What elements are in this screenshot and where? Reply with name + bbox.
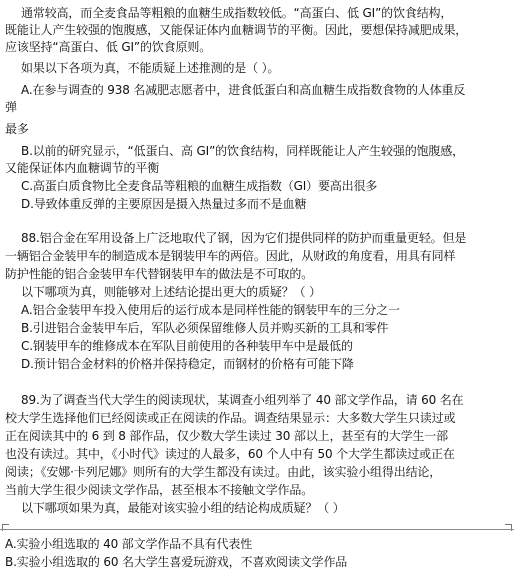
text-line: 也没有读过。其中，《小时代》读过的人最多，60 个人中有 50 个大学生都读过或正在	[5, 447, 455, 461]
page-break-divider	[0, 529, 514, 530]
text-line: 通常较高，而全麦食品等粗粮的血糖生成指数较低。“高蛋白、低 GI”的饮食结构，	[21, 6, 453, 20]
option-a: A.在参与调查的 938 名减肥志愿者中，进食低蛋白和高血糖生成指数食物的人体重反	[21, 83, 466, 97]
text-line: 防护性能的铝合金装甲车代替钢装甲车的做法是不可取的。	[5, 267, 314, 281]
option-d: D.预计铝合金材料的价格并保持稳定，而钢材的价格有可能下降	[21, 357, 354, 371]
option-a: A.铝合金装甲车投入使用后的运行成本是同样性能的钢装甲车的三分之一	[21, 303, 400, 317]
text-line: 应该坚持“高蛋白、低 GI”的饮食原则。	[5, 40, 212, 54]
text-line: 校大学生选择他们已经阅读或正在阅读的作品。调查结果显示：大多数大学生只读过或	[5, 411, 456, 425]
question-prompt: 以下哪项为真，则能够对上述结论提出更大的质疑？（ ）	[21, 285, 321, 299]
text-line: 一辆铝合金装甲车的制造成本是钢装甲车的两倍。因此，从财政的角度看，用具有同样	[5, 249, 456, 263]
option-c: C.钢装甲车的维修成本在军队目前使用的各种装甲车中是最低的	[21, 339, 353, 353]
question-prompt: 如果以下各项为真，不能质疑上述推测的是（ ）。	[21, 61, 280, 75]
question-88: 88.铝合金在军用设备上广泛地取代了钢，因为它们提供同样的防护而重量更轻。但是	[21, 231, 467, 245]
question-89: 89.为了调查当代大学生的阅读现状，某调查小组列举了 40 部文学作品，请 60 名在	[21, 393, 464, 407]
text-line: 正在阅读其中的 6 到 8 部作品，仅少数大学生读过 30 部以上，甚至有的大学生一部	[5, 429, 448, 443]
text-line: 弹	[5, 100, 17, 114]
text-line: 最多	[5, 122, 29, 136]
option-d: D.导致体重反弹的主要原因是摄入热量过多而不是血糖	[21, 197, 307, 211]
question-prompt: 以下哪项如果为真，最能对该实验小组的结论构成质疑？（ ）	[21, 501, 345, 515]
option-b: B.以前的研究显示，“低蛋白、高 GI”的饮食结构，同样既能让人产生较强的饱腹感，	[21, 144, 464, 158]
text-line: 当前大学生很少阅读文学作品，甚至根本不接触文学作品。	[5, 483, 314, 497]
text-line: 又能保证体内血糖调节的平衡	[5, 161, 160, 175]
option-b: B.引进铝合金装甲车后，军队必须保留维修人员并购买新的工具和零件	[21, 321, 389, 335]
text-line: 既能让人产生较强的饱腹感，又能保证体内血糖调节的平衡。因此，要想保持减肥成果，	[5, 23, 468, 37]
option-b: B.实验小组选取的 60 名大学生喜爱玩游戏，不喜欢阅读文学作品	[5, 555, 348, 569]
text-line: 阅读；《安娜·卡列尼娜》则所有的大学生都没有读过。由此，该实验小组得出结论，	[5, 465, 442, 479]
option-a: A.实验小组选取的 40 部文学作品不具有代表性	[5, 537, 253, 551]
option-c: C.高蛋白质食物比全麦食品等粗粮的血糖生成指数（GI）要高出很多	[21, 179, 378, 193]
